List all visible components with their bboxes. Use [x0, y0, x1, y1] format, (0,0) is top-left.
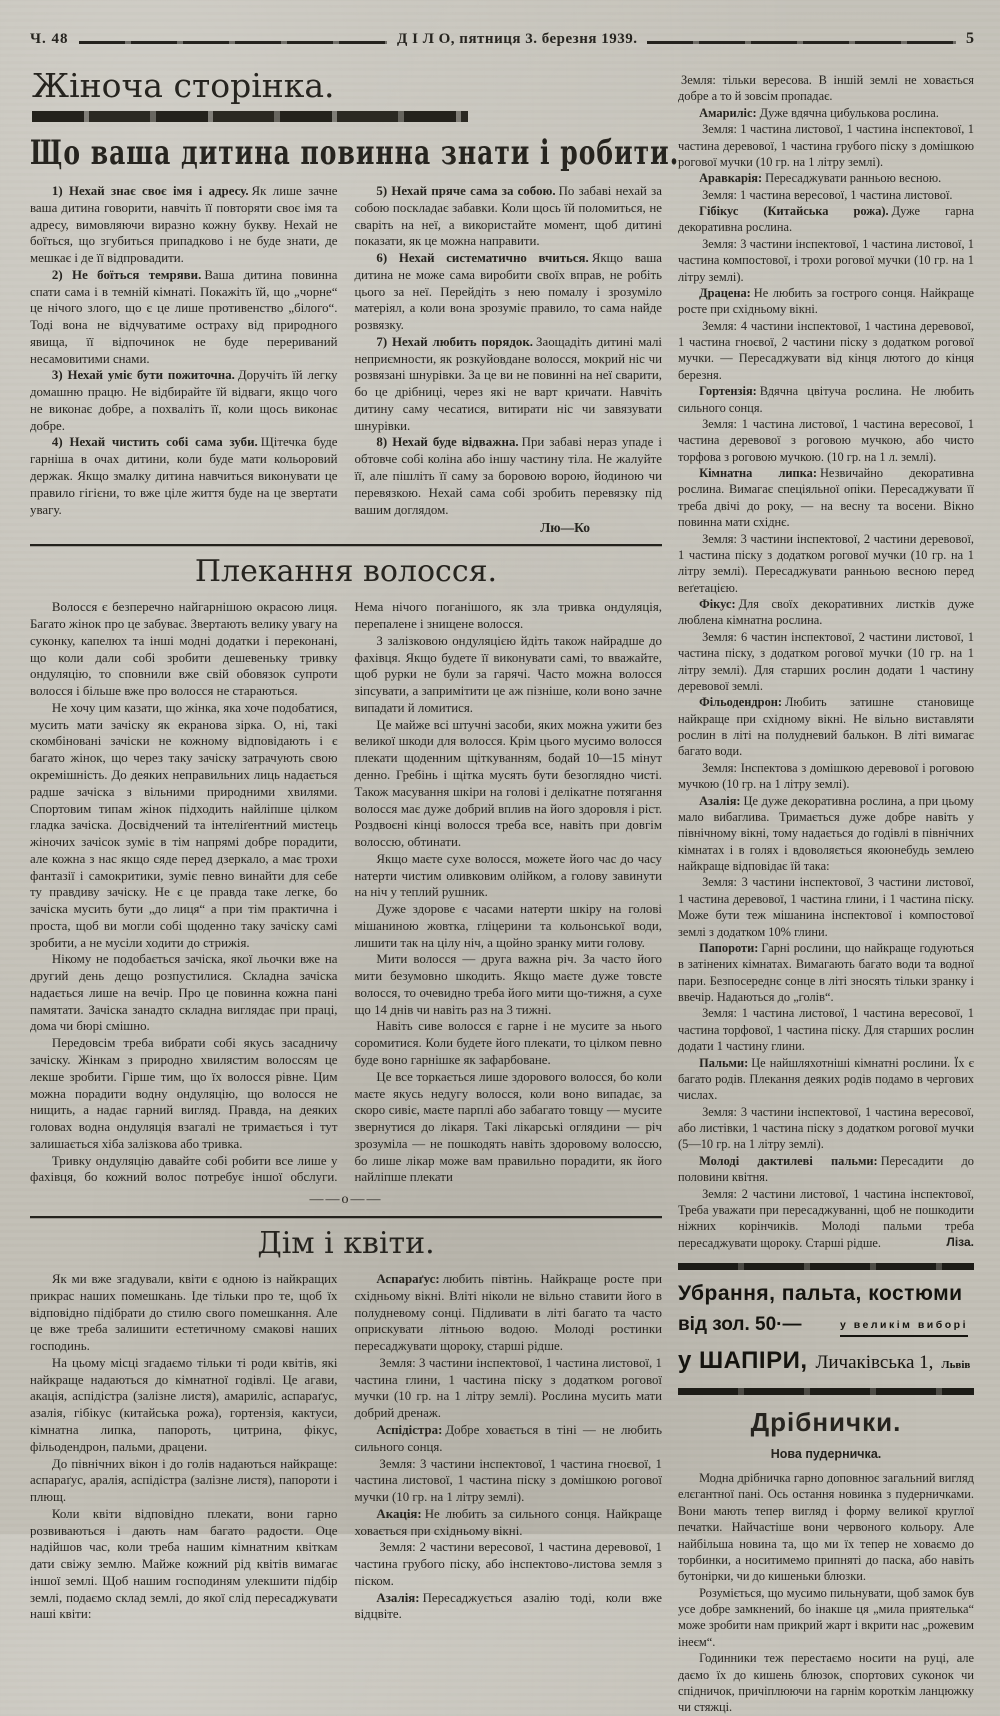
hair-paragraph: Не хочу цим казати, що жінка, яка хоче подобатися, мусить мати зачіску як екранова зірка. О, ні, такі скомбіновані зачіски не кожному відповідають і є багато жінок, що через таку зачіску затрачують свою окремішність. До деяких неправильних лиць надається радше зачіска з вільними природними хвилями. Спортовим типам жінок підходить найліпше цілком гладка зачіска. Досвідчений та інтеліґентний мистець жіночих зачісок зуміє в тім напрямі добре порадити, але кожна з нас якщо сяде перед дзеркало, а має трохи фантазії і самокритики, зуміє певно винайти для себе ту правдиву зачіску. Не є це правда таке легке, бо зачіска мусить бути „до лиця“ а при тім практична і проста, щоб ви могли собі щоденно таку зачіску самі зробити, а не мусіли ходити до стрижія. [30, 700, 338, 950]
hair-paragraph: Це майже всі штучні засоби, яких можна ужити без великої шкоди для волосся. Крім цього мусимо волосся плекати щоденним щіткуванням, бодай 10—15 мінут денно. Гребінь і щітка мусять бути безоглядно чисті. Також масування шкіри на голові і делікатне потягання волосся має дуже добрий вплив на його здоровля і ріст. Роздвоєні кінці волосся треба все, навіть при довгім волоссю, обтинати. [354, 717, 662, 850]
plant-text: Земля: 3 частини інспектової, 1 частина гноєвої, 1 частина листової, 1 частина піску з домішкою рогової мучки (10 гр. на 1 літру землі). [354, 1456, 662, 1505]
plant-name: Амариліс: [699, 105, 757, 120]
article-hair-body [30, 599, 662, 1186]
paragraph-lead: 3) Нехай уміє бути пожиточна. [51, 368, 235, 383]
thick-rule [678, 1263, 974, 1270]
article-paragraph [355, 250, 663, 334]
plant-text: Земля: 2 частини вересової, 1 частина деревової, 1 частина грубого піску, або інспектово-листова земля з піском. [354, 1540, 662, 1588]
plant-text: Земля: 3 частини інспектової, 1 частина вересової, або листівки, 1 частина піску з додатком рогової мучки (5—10 гр. на 1 літру землі). [678, 1104, 974, 1152]
plant-name: Гортензія: [699, 384, 757, 399]
ad-store-name: у ШАПІРИ, [678, 1346, 808, 1374]
header-rule-left [79, 41, 388, 44]
plant-entry [678, 1005, 974, 1054]
plant-text: Гарні рослини, що найкраще годуються в затінених кімнатах. Вимагають багато води та водної пари. Безпосереднє сонце в літі зносять тільки зранку і ввечір. Надаються до „голів“. [678, 940, 974, 1004]
page-header [30, 30, 974, 48]
plant-entry [678, 629, 974, 695]
clothing-ad [678, 1280, 974, 1376]
hair-paragraph: Тривку ондуляцію давайте собі робити все лише у фахівця, бо кожний волос потребує іншої обслуги. Нема нічого поганішого, як зла тривка ондуляція, перепалене і знищене волосся. [30, 600, 662, 1185]
plant-entry [678, 596, 974, 629]
flowers-intro-column [30, 1271, 338, 1623]
paragraph-text: По забаві нехай за собою поскладає забавки. Коли щось їй поломиться, не сваріть на неї, а використайте момент, щоб дитині показати, як це можна направити. [354, 184, 662, 249]
article-hair-title: Плекання волосся. [194, 554, 498, 590]
plant-entry [355, 1456, 663, 1506]
plant-text: Пересадити до половини квітня. [678, 1153, 975, 1185]
ad-headline: Убрання, пальта, костюми [678, 1281, 963, 1305]
plant-text: Дуже гарна декоративна рослина. [678, 204, 975, 235]
page-number: 5 [966, 30, 974, 47]
plant-name: Драцена: [699, 285, 751, 300]
plant-entry [678, 940, 974, 1006]
hair-paragraph: Дуже здорове є часами натерти шкіру на голові мішаниною жовтка, гліцерини та кольонської води, лишити так на цілу ніч, а щойно зранку мити голову. [354, 902, 662, 950]
plant-text: Незвичайно декоративна рослина. Вимагає спеціяльної опіки. Пересаджувати її треба двічі до року, — на весну та восени. Вікно повинна мати східнє. [678, 466, 974, 530]
plant-entry [678, 383, 974, 416]
thick-rule [678, 1388, 974, 1395]
plant-text: Добре ховається в тіні — не любить сильного сонця. [354, 1423, 662, 1454]
hair-paragraph: Мити волосся — друга важна річ. За часто його мити безумовно шкодить. Якщо маєте дуже товсте волосся, то очевидно треба його мити що-тижня, а сухе що 14 днів чи навіть раз на 3 тижні. [354, 952, 662, 1017]
hair-paragraph: Це все торкається лише здорового волосся, бо коли маєте якусь недугу волосся, коли воно випадає, за скоро сивіє, маєте парплі або забагато товщу — мусите звернутися до лікаря. Такі лікарські оглядини — річ зрозуміла — не пошкодять навіть здоровому волоссю, бо лише лікар може вам правильно порадити, як його найліпше плекати [354, 1069, 662, 1185]
plant-text: Земля: 3 частини інспектової, 1 частина листової, 1 частина глини, 1 частина піску з додатком рогової мучки (10 гр. на 1 літру землі). Рослина мусить мати добрий дренаж. [354, 1355, 662, 1421]
plant-name: Молоді дактилеві пальми: [699, 1153, 878, 1168]
plant-text: Земля: 3 частини інспектової, 3 частини листової, 1 частина деревової, 1 частина глини, і 1 частина піску. Може бути теж мішанина інспектової і компостової землі з додатком 10% глини. [678, 875, 974, 939]
plant-entry [678, 793, 974, 875]
masthead: Д І Л О, пятниця 3. березня 1939. [397, 31, 638, 47]
header-rule-right [647, 41, 956, 44]
plant-entry [678, 236, 974, 285]
plant-entry [678, 1055, 974, 1104]
divider-rule [30, 544, 662, 546]
article-paragraph [30, 434, 338, 518]
plant-entry [355, 1271, 663, 1355]
flowers-paragraph: Коли квіти відповідно плекати, вони гарно розвиваються і дають нам багато радости. Оце надійшов час, коли треба нашим кімнатним квіткам дати свіжу землю. Майже кожний рід квітів вимагає іншої землі. Щоб нашим господиням улекшити підбір землі, подаємо склад землі, до якої слід пересаджувати наші квіти: [30, 1506, 338, 1622]
plant-text: Це дуже декоративна рослина, а при цьому мало вибаглива. Тримається дуже добре навіть у північному вікні, тому надається до годівлі в північних кімнатах і в голях і вдоволяється якоюнебудь землею найкраще відповідає їй така: [678, 793, 974, 873]
section-title: Жіноча сторінка. [32, 66, 335, 105]
article-child-body [30, 183, 662, 518]
trifles-section [678, 1405, 974, 1715]
plant-entry [678, 105, 974, 121]
article-flowers-body [30, 1271, 662, 1623]
hair-paragraph: З залізковою ондуляцією йдіть також найрадше до фахівця. Якщо будете її виконувати самі, то вважайте, щоб рурки не були за гарячі. Часто можна волосся зіпсувати, а запримітити це аж пізніше, коли воно зачне випадати й ломитися. [354, 633, 662, 715]
trifles-paragraph: Модна дрібничка гарно доповнює загальний вигляд елєгантної пані. Ось остання новинка з пудерничками. Вони мають тепер вигляд і форму великої круглої печатки. Найчастіше вони червоного кольору. Але найбільша новина та, що ми їх тепер не ховаємо до торбинки, а носитимемо припняті до паска, або навіть бутонірки, чи до кишеньки блюзки. [678, 1471, 974, 1584]
plant-text: Дуже вдячна цибулькова рослина. [759, 105, 939, 120]
plant-name: Папороти: [699, 940, 759, 955]
ad-address: Личаківська 1, [815, 1351, 934, 1373]
plant-text: Земля: 2 частини листової, 1 частина інспектової, Треба уважати при пересаджуванні, щоб не пошкодити ніжних корінчиків. Молоді пальми треба пересаджувати щороку. Старші рідше. [678, 1186, 974, 1250]
plant-entry [355, 1539, 663, 1589]
paragraph-lead: 2) Не боїться темряви. [51, 267, 202, 282]
plant-entry [678, 760, 974, 793]
plant-text: Земля: 1 частина вересової, 1 частина листової. [702, 187, 953, 202]
plant-text: Земля: Інспектова з домішкою деревової і роговою мучкою (10 гр. на 1 літру землі). [678, 760, 974, 792]
plant-entry [678, 203, 974, 236]
paragraph-lead: 7) Нехай любить порядок. [376, 334, 534, 349]
left-zone [30, 58, 680, 1716]
plant-name: Аспідістра: [376, 1423, 443, 1437]
hair-paragraph: Волосся є безперечно найгарнішою окрасою лиця. Багато жінок про це забуває. Звертають велику увагу на суконку, капелюх та інші модні додатки і переконані, що коли дали собі зробити дешевеньку тривку ондуляцію, то сповнили вже свій обовязок супроти волосся і більше вже про волосся не стараються. [30, 600, 338, 699]
flowers-entries-column [355, 1271, 663, 1623]
plant-name: Кімнатна липка: [699, 466, 817, 480]
plant-entry [678, 1104, 974, 1153]
article-child-title: Що ваша дитина повинна знати і робити. [30, 132, 680, 173]
plant-name: Аравкарія: [699, 171, 763, 186]
plant-text: любить півтінь. Найкраще росте при східньому вікні. Вліті ніколи не вільно ставити його в полудневому сонці. Підливати в літі багато та часто оприскувати літньою водою. Молоді ростинки пересаджувати щороку, старші рідше. [354, 1272, 662, 1354]
plant-entry [678, 874, 974, 940]
paragraph-text: Як лише зачне ваша дитина говорити, навчіть її повторяти своє імя та адресу, вимовляючи виразно кожну букву. Нехай не боїться, що згубиться припадково і не буде знати, де мешкає і де її відпровадити. [30, 184, 338, 266]
article-paragraph [30, 367, 338, 434]
plant-name: Азалія: [699, 793, 741, 808]
paragraph-text: Доручіть їй легку домашню працю. Не відбирайте їй відваги, якщо чого не виконає добре, а похваліть її, коли щось виконає добре. [30, 368, 338, 433]
paragraph-text: Якщо ваша дитина не може сама виробити своїх вправ, не робіть цього за неї. Перейдіть з нею помалу і зрозуміло матеріял, а коли вона зрозуміє правило, то сама найде розвязку. [354, 251, 662, 333]
plant-entry [355, 1506, 663, 1540]
plant-text: Земля: 3 частини інспектової, 2 частини деревової, 1 частина піску з додатком рогової мучки (10 гр. на 1 літру землі). Пересаджувати ранньою весною перед веґетацією. [678, 531, 974, 595]
plant-text: Любить затишне становище найкраще при східному вікні. Не вільно виставляти рослин в літі на полудневий балькон. В літі вимагає багато води. [678, 695, 974, 759]
issue-number: Ч. 48 [30, 31, 69, 47]
plant-name: Фікус: [699, 597, 736, 611]
paragraph-text: При забаві нераз упаде і обтовче собі коліна або іншу частину тіла. Не жалуйте її, але пішліть її саму за боровою ворою, йодиною чи перевязкою. Нехай сама собі зробить перевязку під вашим доглядом. [354, 435, 662, 517]
trifles-subtitle: Нова пудерничка. [770, 1446, 882, 1461]
plant-name: Пальми: [699, 1055, 749, 1070]
plant-text: Для своїх декоративних листків дуже люблена кімнатна рослина. [678, 597, 974, 628]
paragraph-lead: 4) Нехай чистить собі сама зуби. [51, 435, 258, 450]
plant-text: Не любить за гострого сонця. Найкраще росте при східньому вікні. [678, 285, 974, 317]
hair-paragraph: Якщо маєте сухе волосся, можете його час до часу натерти чистим оливковим олійком, а голову завинути на ніч у теплий рушник. [354, 851, 662, 900]
plants-signature: Ліза. [946, 1235, 974, 1249]
paragraph-lead: 1) Нехай знає своє імя і адресу. [51, 184, 249, 198]
paragraph-text: Щітечка буде гарніша в очах дитини, коли буде мати кольоровий держак. Якщо змалку дитина навчиться виконувати це правило гігієни, то вже ціле життя буде на це звертати увагу. [30, 435, 338, 517]
article-end-mark: ——о—— [309, 1192, 383, 1208]
plant-entry [678, 318, 974, 384]
plant-entry [678, 416, 974, 465]
trifles-paragraph: Розуміється, що мусимо пильнувати, щоб замок був усе добре замкнений, бо інакше ця „мила приятелька“ може зробити нам прикрий жарт і вкрити нас „рожевим інеєм“. [678, 1585, 974, 1649]
paragraph-text: Заощадіть дитині малі неприємности, як розкуйовдане волосся, мокрий ніс чи розвязані шнурівки. За це ви не повинні на неї сварити, бо це дрібниці, через які не варт кричати. Навчіть дитину саму чесатися, витирати ніс чи завязувати шнурівки. [354, 334, 663, 433]
paragraph-lead: 5) Нехай пряче сама за собою. [376, 184, 556, 198]
flowers-paragraph: Як ми вже згадували, квіти є одною із найкращих прикрас наших помешкань. Іде тільки про те, щоб їх відповідно підібрати до стилю свого помешкання. Але це вже треба залишити естетичному смакові наших господинь. [30, 1272, 338, 1354]
plant-entry [678, 121, 974, 170]
section-title-bar [32, 111, 468, 122]
hair-paragraph: Передовсім треба вибрати собі якусь засадничу зачіску. Жінкам з природно хвилястим волоссям це лекше зробити. Гірше тим, що їх волосся рівне. Цим можна порадити водну ондуляцію, що волосся не нищить, а надає гарний вигляд. Правда, на деяких головах водна ондуляція взагалі не тримається і тут залишається хіба залізкова або тривка. [30, 1036, 338, 1151]
plant-entry [678, 170, 974, 186]
trifles-paragraph: Годинники теж перестаємо носити на руці, але даємо їх до кишень блюзок, спортових суконок чи спідничок, причіплюючи на гарнім короткім ланцюжку чи стяжці. [678, 1651, 974, 1715]
plant-entry [678, 285, 974, 318]
article-paragraph [30, 183, 338, 267]
plant-entry [678, 72, 974, 105]
article-paragraph [355, 334, 663, 435]
divider-rule [30, 1216, 662, 1218]
plant-entry [678, 187, 974, 203]
ad-price: від зол. 50·— [678, 1313, 802, 1335]
paragraph-lead: 8) Нехай буде відважна. [376, 435, 519, 450]
article-flowers-title: Дім і квіти. [257, 1226, 435, 1262]
plant-text: Земля: 1 частина листової, 1 частина вересової, 1 частина торфової, 1 частина піску. Для старших рослин додати 1 частину глини. [678, 1006, 974, 1054]
plant-text: Земля: тільки вересова. В іншій землі не ховається добре а то й зовсім пропадає. [678, 73, 974, 104]
flowers-paragraph: До північних вікон і до голів надаються найкраще: аспараґус, аралія, аспідістра (залізне листя), папороти і плющ. [30, 1456, 338, 1505]
plant-text: Це найшляхотніші кімнатні рослини. Їх є багато родів. Плекання деяких родів подамо в чергових числах. [678, 1055, 974, 1103]
plant-name: Акація: [376, 1506, 422, 1521]
plant-entry [678, 1153, 974, 1186]
plant-text: Земля: 6 частин інспектової, 2 частини листової, 1 частина піску, з додатком рогової мучки (10 гр. на 1 літру землі). Для старших рослин додати 1 частину деревової землі. [678, 629, 974, 693]
article-paragraph [30, 267, 338, 368]
plant-text: Земля: 4 частини інспектової, 1 частина деревової, 1 частина гноєвої, 2 частини піску з додатком рогової мучки. — Пересаджувати від кінця лютого до кінця березня. [678, 318, 974, 382]
plant-entry [355, 1590, 663, 1624]
plant-text: Земля: 1 частина листової, 1 частина вересової, 1 частина деревової з роговою мучкою, або чисто торфова з роговою мучкою. (10 гр. на 1 л. землі). [678, 416, 974, 464]
trifles-title: Дрібнички. [750, 1407, 902, 1438]
plant-text: Пересаджується азалію тоді, коли вже відцвіте. [354, 1590, 662, 1622]
plant-text: Вдячна цвітуча рослина. Не любить сильного сонця. [678, 384, 974, 415]
plant-name: Аспараґус: [376, 1272, 440, 1287]
paragraph-lead: 6) Нехай систематично вчиться. [376, 251, 589, 266]
hair-paragraph: Навіть сиве волосся є гарне і не мусите за нього соромитися. Коли будете його плекати, то цілком певно буде воно гарнішке як зафарбоване. [354, 1019, 662, 1067]
hair-paragraph: Нікому не подобається зачіска, якої льочки вже на другий день дещо розпустилися. Складна зачіска надається лише на вечір. Про це повинна кожна пані памятати. Зачіска занадто складна виглядає при праці, дома чи бюрі смішно. [30, 952, 338, 1034]
article-paragraph [355, 183, 663, 250]
plant-text: Земля: 3 частини інспектової, 1 частина листової, 1 частина компостової, і трохи рогової мучки (10 гр. на 1 літру землі). [678, 236, 974, 284]
plant-text: Не любить за сильного сонця. Найкраще ховається при східньому вікні. [354, 1506, 662, 1538]
flowers-paragraph: На цьому місці згадаємо тільки ті роди квітів, які найкраще надаються до кімнатної годівлі. Це агави, акація, аспідістра (залізне листя), амариліс, аспараґус, азалія, гібікус (китайська рожа), гортензія, кактуси, кімнатна липка, папороть, цитрина, фікус, фільодендрон, пальми, драцени. [30, 1355, 338, 1454]
article-signature: Лю—Ко [540, 520, 590, 536]
ad-city: Львів [941, 1358, 971, 1371]
ad-note: у великім виборі [840, 1319, 968, 1337]
plant-name: Гібікус (Китайська рожа). [699, 204, 889, 218]
plant-entry [355, 1355, 663, 1422]
plant-entry [678, 531, 974, 597]
right-zone [678, 58, 974, 1716]
paragraph-text: Ваша дитина повинна спати сама і в темній кімнаті. Покажіть їй, що „чорне“ це нічого злого, що є це лише противенство „білого“. Тоді вона не відчуватиме остраху від природного явища, її відпочинок не буде перериваний несамовитими снами. [30, 267, 338, 366]
plant-entry [678, 465, 974, 531]
plant-text: Пересаджувати ранньою весною. [765, 171, 942, 186]
plant-entry [678, 694, 974, 760]
plant-entry [355, 1422, 663, 1456]
plant-name: Фільодендрон: [699, 695, 783, 710]
plant-name: Азалія: [376, 1590, 420, 1605]
plant-text: Земля: 1 частина листової, 1 частина інспектової, 1 частина деревової, 1 частина грубого піску з домішкою рогової мучки (10 гр. на 1 літру землі). [678, 122, 974, 169]
article-paragraph [355, 434, 663, 518]
